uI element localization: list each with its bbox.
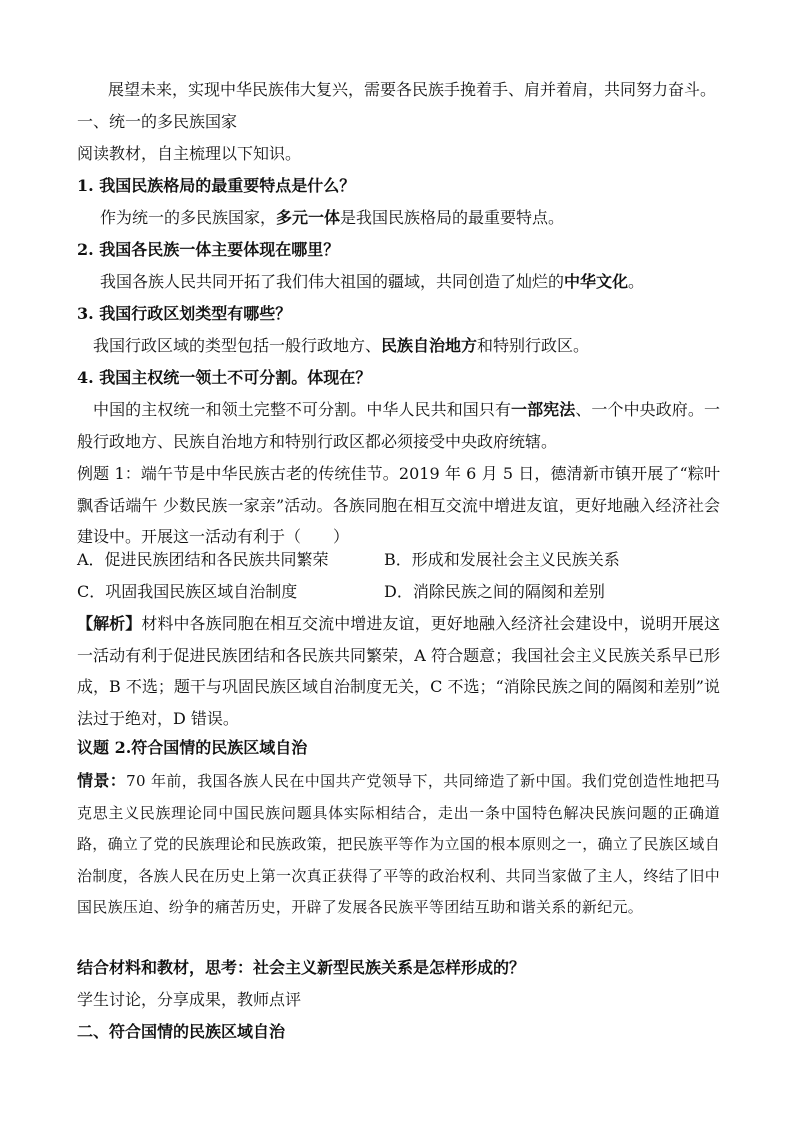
- q4-answer-pre: 中国的主权统一和领土完整不可分割。中华人民共和国只有: [93, 400, 512, 419]
- section1-instruction: 阅读教材，自主梳理以下知识。: [77, 144, 302, 163]
- q3-answer-key: 民族自治地方: [381, 336, 478, 355]
- section2-title: 二、符合国情的民族区域自治: [77, 1022, 286, 1041]
- q3-answer-post: 和特别行政区。: [477, 336, 590, 355]
- option-c: C．巩固我国民族区域自治制度: [77, 582, 298, 601]
- analysis-text: 材料中各族同胞在相互交流中增进友谊，更好地融入经济社会建设中，说明开展这一活动有利于促进民族团结和各民族共同繁荣，A 符合题意；我国社会主义民族关系早已形成，B 不选；题干与巩固民族区域自治制度无关，C 不选；“消除民族之间的隔阂和差别”说法过于绝对，D 错误。: [77, 614, 720, 728]
- q2-question: 2. 我国各民族一体主要体现在哪里？: [77, 240, 340, 259]
- situation-text: 70 年前，我国各族人民在中国共产党领导下，共同缔造了新中国。我们党创造性地把马克思主义民族理论同中国民族问题具体实际相结合，走出一条中国特色解决民族问题的正确道路，确立了党的民族理论和民族政策，把民族平等作为立国的根本原则之一，确立了民族区域自治制度，各族人民在历史上第一次真正获得了平等的政治权利、共同当家做了主人，终结了旧中国民族压迫、纷争的痛苦历史，开辟了发展各民族平等团结互助和谐关系的新纪元。: [77, 772, 721, 916]
- q1-answer-pre: 作为统一的多民族国家，: [100, 208, 277, 227]
- discussion-text: 学生讨论，分享成果，教师点评: [77, 990, 302, 1009]
- q2-answer-key: 中华文化: [564, 272, 629, 291]
- q2-answer-post: 。: [628, 272, 645, 291]
- q4-question: 4. 我国主权统一领土不可分割。体现在？: [77, 368, 372, 387]
- q3-question: 3. 我国行政区划类型有哪些？: [77, 304, 292, 323]
- q2-answer: [100, 270, 644, 294]
- q4-answer-key: 一部宪法: [511, 400, 576, 419]
- example-analysis: [77, 608, 720, 734]
- q4-answer: [77, 394, 720, 457]
- q1-answer: [100, 206, 564, 230]
- option-a: A．促进民族团结和各民族共同繁荣: [77, 550, 329, 569]
- q1-question: 1. 我国民族格局的最重要特点是什么？: [77, 176, 356, 195]
- q1-answer-post: 是我国民族格局的最重要特点。: [340, 208, 565, 227]
- section1-title: 一、统一的多民族国家: [77, 112, 238, 131]
- analysis-label: 【解析】: [77, 614, 142, 633]
- think-question: 结合材料和教材，思考：社会主义新型民族关系是怎样形成的？: [77, 958, 526, 977]
- q3-answer: [93, 334, 589, 358]
- q1-answer-key: 多元一体: [276, 208, 341, 227]
- q3-answer-pre: 我国行政区域的类型包括一般行政地方、: [93, 336, 382, 355]
- topic2-title: 议题 2.符合国情的民族区域自治: [77, 738, 308, 757]
- q4-answer-post: 、一个中央政府。一般行政地方、民族自治地方和特别行政区都必须接受中央政府统辖。: [77, 400, 720, 451]
- example-stem: 例题 1：端午节是中华民族古老的传统佳节。2019 年 6 月 5 日，德清新市镇开展了“粽叶飘香话端午 少数民族一家亲”活动。各族同胞在相互交流中增进友谊，更好地融入经济社会建设中。开展这一活动有利于（ ）: [77, 464, 720, 546]
- option-d: D．消除民族之间的隔阂和差别: [384, 582, 605, 601]
- situation-label: 情景：: [77, 771, 127, 790]
- q2-answer-pre: 我国各族人民共同开拓了我们伟大祖国的疆域，共同创造了灿烂的: [100, 272, 565, 291]
- intro-text: 展望未来，实现中华民族伟大复兴，需要各民族手挽着手、肩并着肩，共同努力奋斗。: [108, 80, 717, 99]
- situation-paragraph: [77, 765, 720, 924]
- option-b: B．形成和发展社会主义民族关系: [384, 550, 620, 569]
